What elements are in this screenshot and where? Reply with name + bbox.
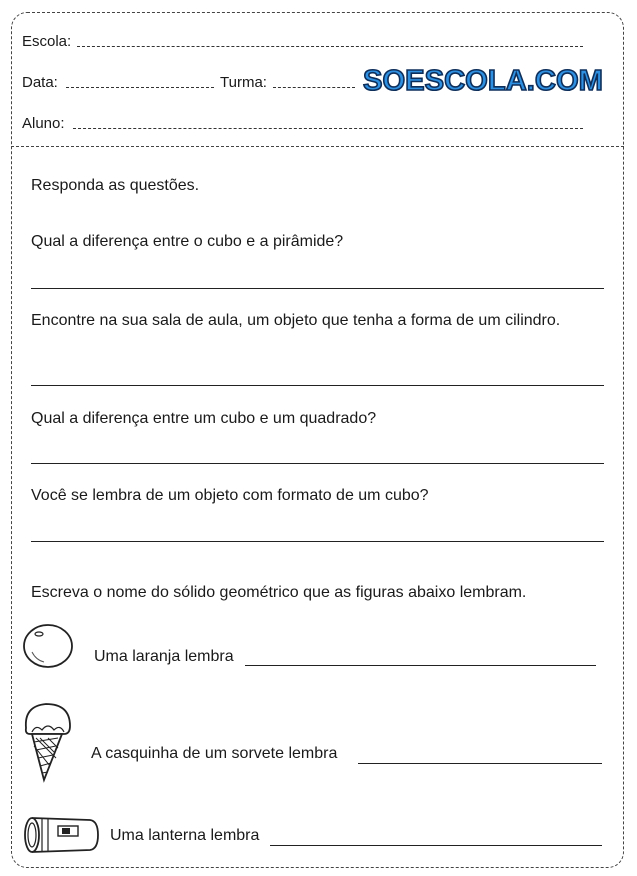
question-2: Encontre na sua sala de aula, um objeto que tenha a forma de um cilindro. [31, 312, 561, 329]
answer-line-flashlight[interactable] [270, 845, 602, 846]
item-label-flashlight: Uma lanterna lembra [110, 827, 260, 844]
answer-line-3[interactable] [31, 463, 604, 464]
answer-line-2[interactable] [31, 385, 604, 386]
student-field[interactable] [73, 128, 583, 129]
answer-line-orange[interactable] [245, 665, 596, 666]
answer-line-ice-cream-cone[interactable] [358, 763, 602, 764]
class-field[interactable] [273, 87, 355, 88]
question-1: Qual a diferença entre o cubo e a pirâmide? [31, 233, 344, 250]
header-separator [11, 146, 624, 147]
school-label: Escola: [22, 33, 72, 50]
date-label: Data: [22, 74, 58, 91]
instructions: Responda as questões. [31, 177, 200, 194]
section-2-title: Escreva o nome do sólido geométrico que as figuras abaixo lembram. [31, 584, 527, 601]
worksheet-border [11, 12, 624, 868]
question-4: Você se lembra de um objeto com formato de um cubo? [31, 487, 429, 504]
student-label: Aluno: [22, 115, 65, 132]
ice-cream-cone-icon [20, 700, 76, 784]
date-field[interactable] [66, 87, 214, 88]
soescola-logo [361, 64, 605, 96]
answer-line-4[interactable] [31, 541, 604, 542]
orange-icon [22, 622, 76, 670]
flashlight-icon [18, 812, 102, 858]
class-label: Turma: [220, 74, 267, 91]
school-field[interactable] [77, 46, 583, 47]
item-label-orange: Uma laranja lembra [94, 648, 234, 665]
logo-text: SOESCOLA.COM [363, 65, 603, 96]
answer-line-1[interactable] [31, 288, 604, 289]
item-label-ice-cream-cone: A casquinha de um sorvete lembra [91, 745, 338, 762]
question-3: Qual a diferença entre um cubo e um quadrado? [31, 410, 377, 427]
